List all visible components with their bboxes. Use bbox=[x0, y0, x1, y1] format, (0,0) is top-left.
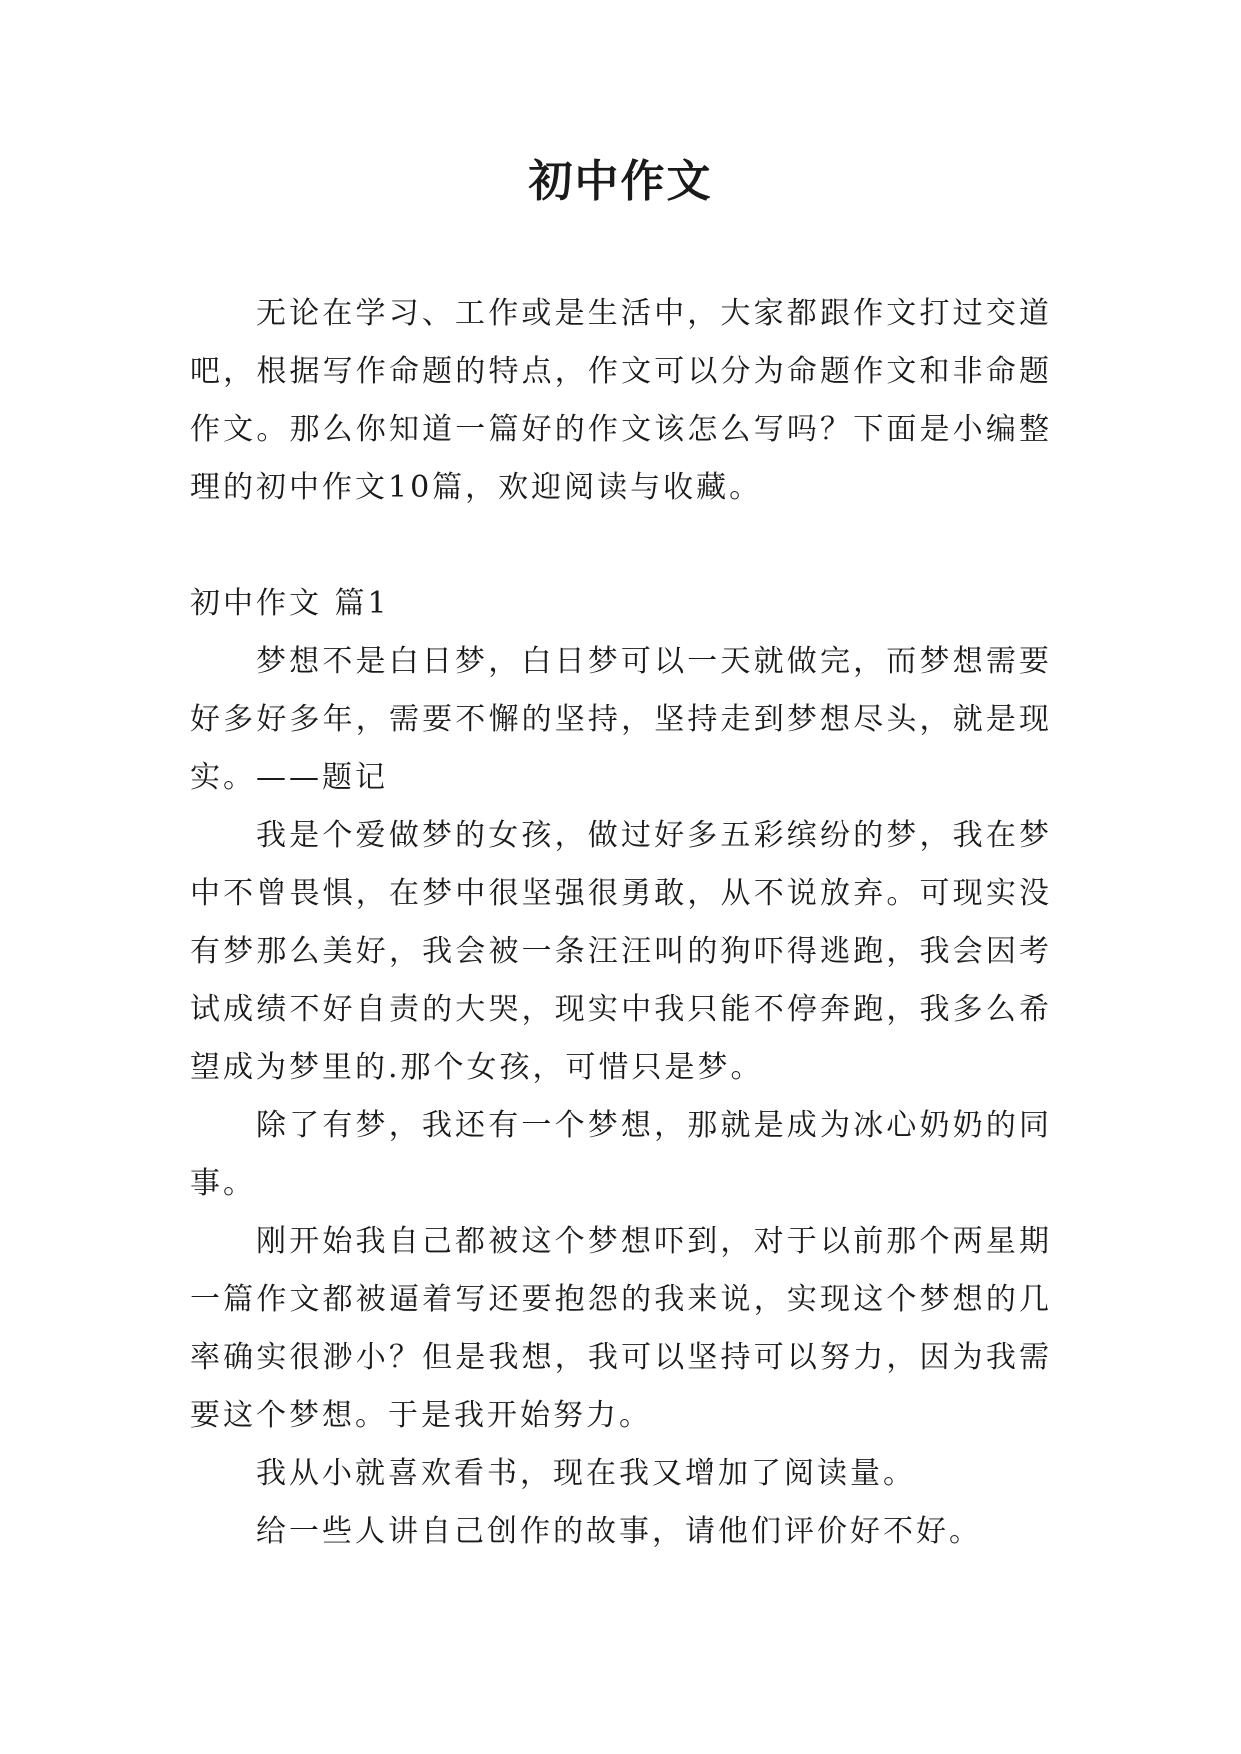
section-heading: 初中作文 篇1 bbox=[190, 586, 390, 621]
body-paragraph-6: 给一些人讲自己创作的故事，请他们评价好不好。 bbox=[256, 1514, 982, 1549]
body-paragraph-1: 梦想不是白日梦，白日梦可以一天就做完，而梦想需要好多好多年，需要不懈的坚持，坚持走到梦想尽头，就是现实。——题记 bbox=[190, 644, 1052, 795]
document-body bbox=[190, 285, 1052, 1561]
body-paragraph-5: 我从小就喜欢看书，现在我又增加了阅读量。 bbox=[256, 1456, 916, 1491]
intro-paragraph: 无论在学习、工作或是生活中，大家都跟作文打过交道吧，根据写作命题的特点，作文可以分为命题作文和非命题作文。那么你知道一篇好的作文该怎么写吗？下面是小编整理的初中作文10篇，欢迎阅读与收藏。 bbox=[190, 296, 1052, 505]
body-paragraph-2: 我是个爱做梦的女孩，做过好多五彩缤纷的梦，我在梦中不曾畏惧，在梦中很坚强很勇敢，从不说放弃。可现实没有梦那么美好，我会被一条汪汪叫的狗吓得逃跑，我会因考试成绩不好自责的大哭，现实中我只能不停奔跑，我多么希望成为梦里的.那个女孩，可惜只是梦。 bbox=[190, 818, 1052, 1085]
body-paragraph-4: 刚开始我自己都被这个梦想吓到，对于以前那个两星期一篇作文都被逼着写还要抱怨的我来说，实现这个梦想的几率确实很渺小？但是我想，我可以坚持可以努力，因为我需要这个梦想。于是我开始努力。 bbox=[190, 1224, 1052, 1433]
document-title: 初中作文 bbox=[528, 156, 713, 207]
body-paragraph-3: 除了有梦，我还有一个梦想，那就是成为冰心奶奶的同事。 bbox=[190, 1108, 1052, 1201]
